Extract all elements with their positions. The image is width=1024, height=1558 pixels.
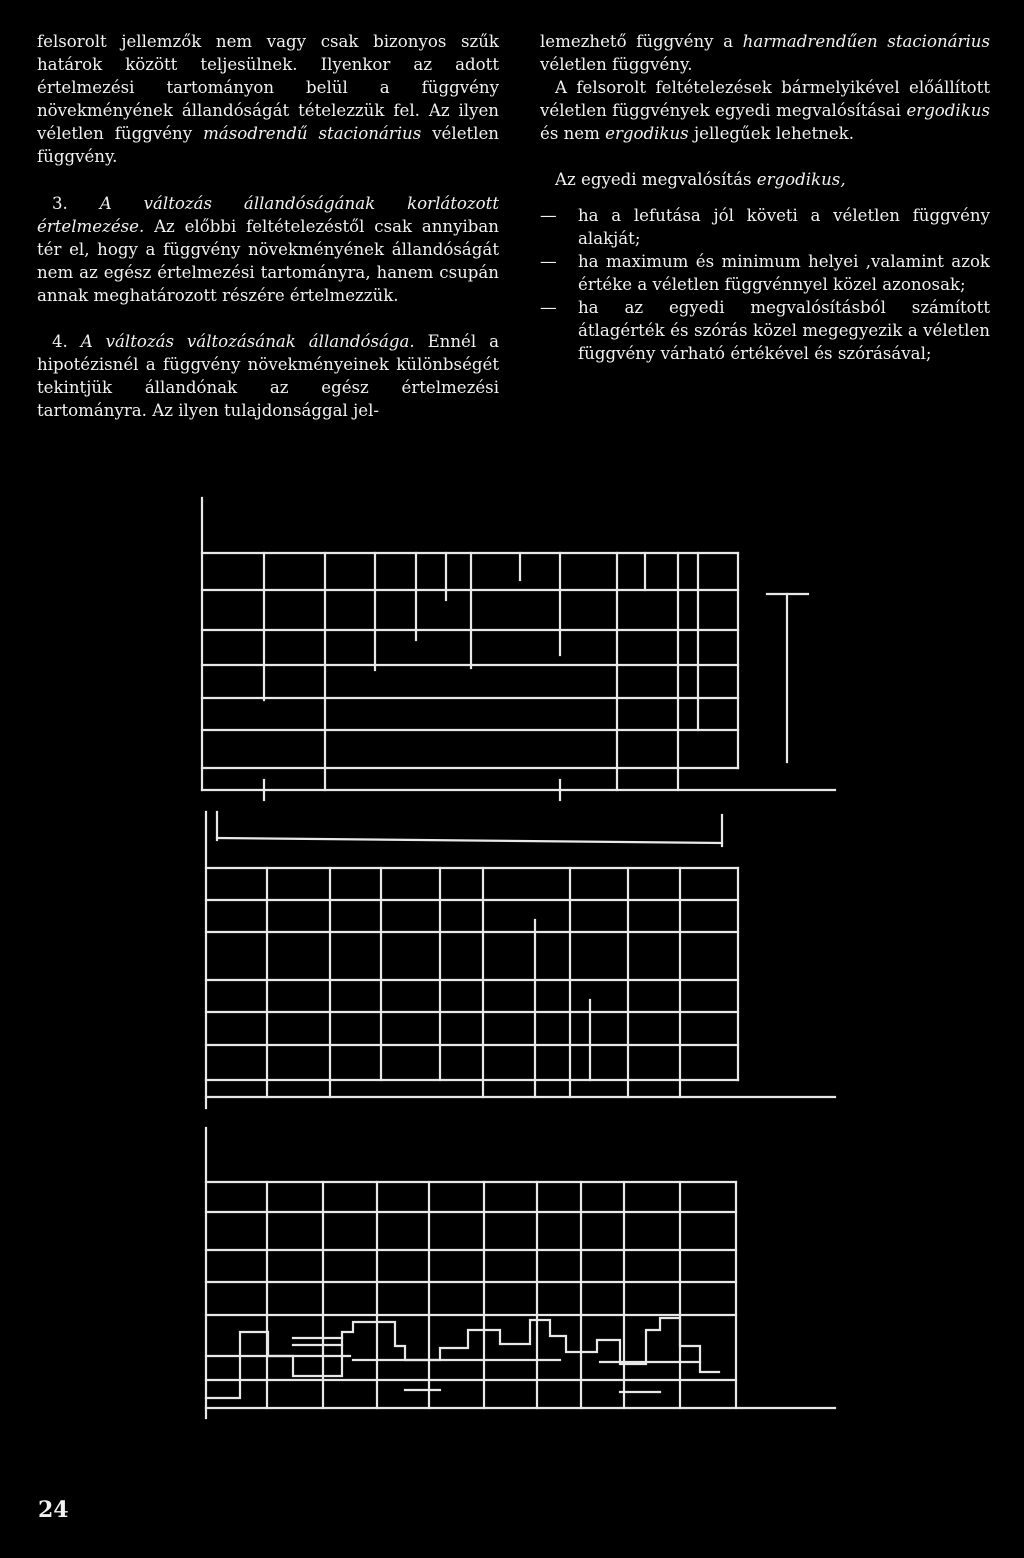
step-function-figure xyxy=(0,480,1024,1540)
item-3: 3. A változás állandóságának korlátozott értelmezése. Az előbbi feltételezéstől csak annyiban tér el, hogy a függvény növekményének állandóságát nem az egész értelmezési tartományra, hanem csupán annak meghatározott részére értelmezzük. xyxy=(37,193,499,305)
paragraph: A felsorolt feltételezések bármelyikével előállított véletlen függvények egyedi megvalósításai ergodikus és nem ergodikus jellegűek lehetnek. xyxy=(540,78,990,144)
paragraph: felsorolt jellemzők nem vagy csak bizonyos szűk határok között teljesülnek. Ilyenkor az adott értelmezési tartományon belül a függvény növekményének állandóságát tételezzük fel. Az ilyen véletlen függvény másodrendű stacionárius véletlen függvény. xyxy=(37,32,499,167)
left-column xyxy=(37,30,499,422)
list-item: — ha maximum és minimum helyei ,valamint azok értéke a véletlen függvénnyel közel azonosak; xyxy=(540,251,990,294)
dash-marker: — xyxy=(540,297,557,317)
dash-marker: — xyxy=(540,205,557,225)
list-item: — ha az egyedi megvalósításból számított átlagérték és szórás közel megegyezik a véletlen függvény várható értékével és szórásával; xyxy=(540,297,990,364)
paragraph: Az egyedi megvalósítás ergodikus, xyxy=(555,170,846,190)
dash-marker: — xyxy=(540,251,557,271)
figure-panel-3 xyxy=(206,1128,835,1418)
item-4: 4. A változás változásának állandósága. Ennél a hipotézisnél a függvény növekményeinek különbségét tekintjük állandónak az egész értelmezési tartományra. Az ilyen tulajdonsággal jel- xyxy=(37,332,499,421)
page-number: 24 xyxy=(38,1497,69,1523)
list-item: — ha a lefutása jól követi a véletlen függvény alakját; xyxy=(540,205,990,248)
figure-panel-1 xyxy=(202,498,835,800)
right-column xyxy=(540,30,990,365)
paragraph: lemezhető függvény a harmadrendűen stacionárius véletlen függvény. xyxy=(540,32,990,75)
figure-panel-2 xyxy=(206,812,835,1108)
